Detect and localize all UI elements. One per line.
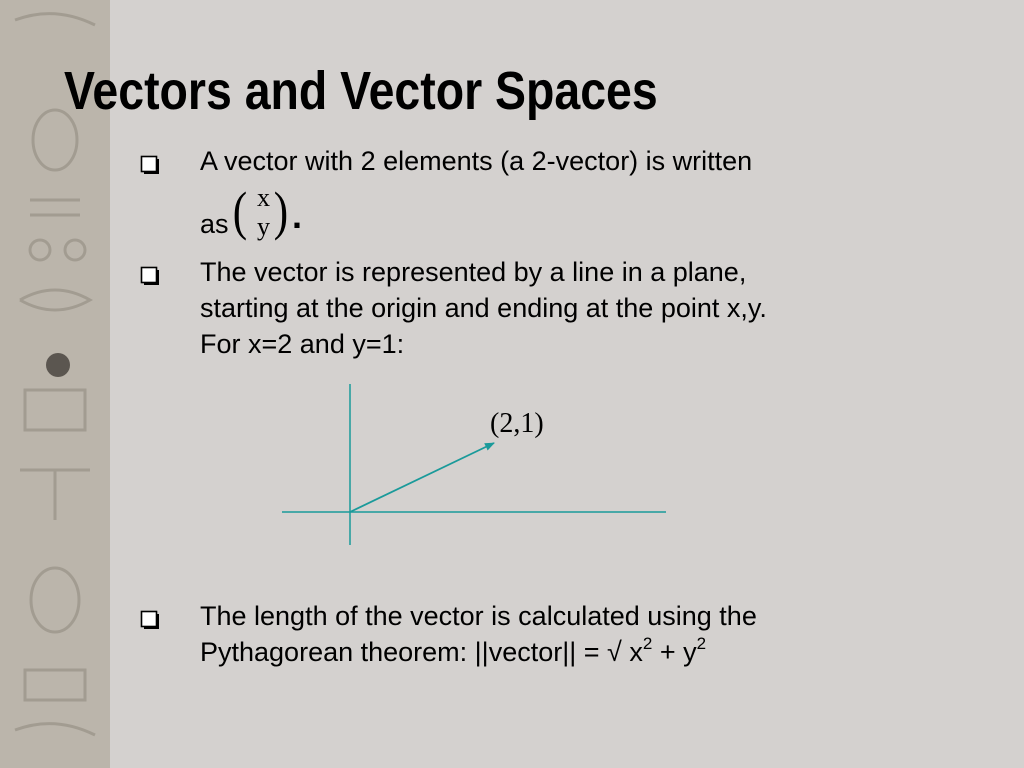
bullet-text: + y (652, 637, 697, 667)
bullet-text: Pythagorean theorem: ||vector|| = √ x (200, 637, 643, 667)
left-paren-icon: ( (232, 181, 248, 241)
bullet-vector-representation (140, 254, 940, 364)
vector-component-x: x (257, 183, 270, 212)
vector-arrow (350, 443, 494, 512)
exponent: 2 (642, 634, 653, 653)
bullet-text: The vector is represented by a line in a plane, (200, 257, 747, 287)
vector-notation (200, 183, 400, 253)
right-paren-icon: ) (273, 181, 289, 241)
bullet-text: starting at the origin and ending at the point x,y. (200, 293, 767, 323)
checkbox-bullet-icon (140, 266, 160, 286)
bullet-text: as (200, 209, 229, 239)
point-label: (2,1) (490, 408, 544, 439)
vector-diagram (270, 380, 680, 550)
bullet-vector-length (140, 598, 940, 674)
bullet-text: For x=2 and y=1: (200, 329, 405, 359)
exponent: 2 (696, 634, 707, 653)
period: . (292, 195, 303, 236)
bullet-text: The length of the vector is calculated using the (200, 601, 757, 631)
formula-line (200, 634, 940, 670)
bullet-vector-notation (140, 143, 940, 253)
slide-title: Vectors and Vector Spaces (64, 61, 658, 121)
vector-component-y: y (257, 212, 270, 241)
bullet-text: A vector with 2 elements (a 2-vector) is written (200, 146, 753, 176)
checkbox-bullet-icon (140, 610, 160, 630)
checkbox-bullet-icon (140, 155, 160, 175)
